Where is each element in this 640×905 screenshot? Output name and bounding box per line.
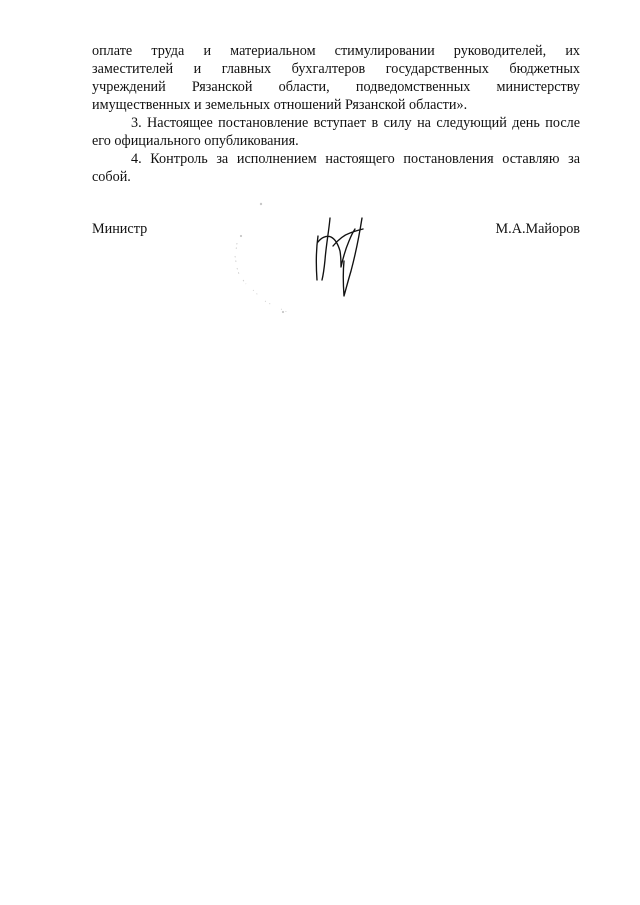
paragraph-line: 3. Настоящее постановление вступает в силу на следующий день после — [131, 115, 580, 131]
signer-name: М.А.Майоров — [495, 221, 580, 237]
paragraph-line: собой. — [92, 169, 131, 185]
paragraph-line: его официального опубликования. — [92, 133, 299, 149]
signature-block — [92, 220, 580, 238]
paragraph-line: имущественных и земельных отношений Рязанской области». — [92, 97, 468, 113]
paragraph-line: заместителей и главных бухгалтеров государственных бюджетных — [92, 61, 580, 77]
paragraph-line: оплате труда и материальном стимулировании руководителей, их — [92, 43, 580, 59]
paragraph-line: учреждений Рязанской области, подведомственных министерству — [92, 79, 580, 95]
signature-graphic — [225, 188, 385, 323]
signer-title: Министр — [92, 221, 148, 237]
document-body — [92, 42, 580, 186]
paragraph-line: 4. Контроль за исполнением настоящего постановления оставляю за — [131, 151, 580, 167]
